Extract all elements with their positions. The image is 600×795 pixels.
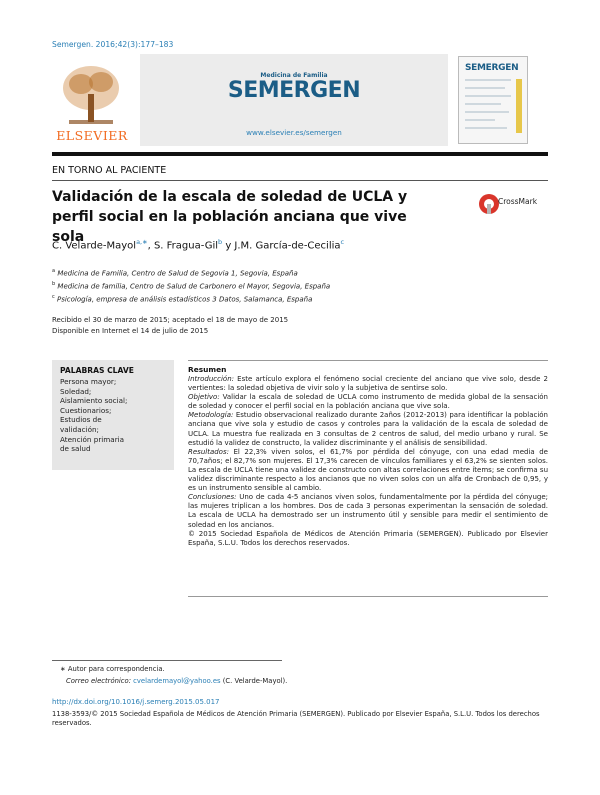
abstract-text: Uno de cada 4-5 ancianos viven solos, fundamentalmente por la pérdida del cónyuge; las mujeres triplican a los hombres. Dos de cada 3 personas experimentan la sensación de soledad. La escala de UCLA ha demostrado ser un instrumento útil y sensible para medir el sentimiento de soledad en los ancianos. bbox=[188, 493, 548, 529]
author-name: C. Velarde-Mayol bbox=[52, 240, 137, 252]
online-date: Disponible en Internet el 14 de julio de 2015 bbox=[52, 327, 209, 335]
abstract-text: El 22,3% viven solos, el 61,7% por pérdida del cónyuge, con una edad media de 70,7años; el 82,7% son mujeres. El 17,3% carecen de vínculos familiares y el 63,2% se sienten solos. La escala de UCLA tiene una validez de constructo con altas correlaciones entre ítems; se confirma su validez discriminante respecto a los ancianos que no viven solos con un alfa de Cronbach de 0,95, y es un instrumento sensible al cambio. bbox=[188, 447, 548, 493]
author-affil-sup[interactable]: c bbox=[340, 238, 345, 246]
article-title: Validación de la escala de soledad de UCLA y perfil social en la población anciana que vive sola bbox=[52, 189, 408, 245]
abstract-text: Estudio observacional realizado durante 2años (2012-2013) para identificar la población anciana que vive sola y estudio de casos y controles para la validación de la escala de soledad de UCLA. La muestra fue realizada en 3 consultas de 2 centros de salud, del medio urbano y rural. Se estudió la validez de constructo, la validez discriminante y el análisis de sensibilidad. bbox=[188, 411, 548, 447]
affiliation bbox=[52, 294, 532, 303]
email-note bbox=[66, 677, 287, 685]
journal-citation[interactable]: Semergen. 2016;42(3):177–183 bbox=[52, 40, 174, 49]
keyword: de salud bbox=[60, 444, 91, 454]
affil-sup: c bbox=[52, 294, 55, 300]
abstract-label: Introducción: bbox=[188, 375, 235, 383]
affiliation bbox=[52, 281, 532, 290]
cover-text-line bbox=[465, 79, 511, 81]
keyword: Cuestionarios; bbox=[60, 405, 112, 415]
abstract-objective bbox=[188, 393, 548, 411]
abstract-text: Este artículo explora el fenómeno social creciente del anciano que vive solo, desde 2 vertientes: la soledad objetiva de vivir solo y la subjetiva de sentirse solo. bbox=[188, 375, 548, 393]
abstract-text: Validar la escala de soledad de UCLA como instrumento de medida global de la sensación de soledad y conocer el perfil social en la población anciana que vive sola. bbox=[188, 393, 548, 411]
footnote-rule bbox=[52, 660, 282, 661]
keyword: Soledad; bbox=[60, 386, 92, 396]
keyword: Aislamiento social; bbox=[60, 396, 128, 406]
affil-sup: b bbox=[52, 281, 56, 287]
section-divider bbox=[52, 180, 548, 181]
elsevier-wordmark: ELSEVIER bbox=[56, 128, 128, 143]
cover-text-line bbox=[465, 111, 509, 113]
cover-side-stripe bbox=[516, 79, 522, 133]
journal-subtitle: Medicina de Familia bbox=[260, 72, 328, 79]
corresponding-author-note: ∗ Autor para correspondencia. bbox=[60, 665, 165, 673]
author-separator: , bbox=[147, 240, 154, 252]
abstract-introduction bbox=[188, 375, 548, 393]
author-affil-sup[interactable]: a,∗ bbox=[136, 238, 148, 246]
email-label: Correo electrónico: bbox=[66, 677, 131, 685]
abstract-conclusions bbox=[188, 493, 548, 529]
email-link[interactable]: cvelardemayol@yahoo.es bbox=[133, 677, 221, 685]
keyword: validación; bbox=[60, 424, 99, 434]
abstract-label: Resultados: bbox=[188, 447, 229, 456]
abstract-bottom-rule bbox=[188, 596, 548, 597]
keyword: Atención primaria bbox=[60, 434, 125, 444]
abstract-methodology bbox=[188, 411, 548, 447]
section-label: EN TORNO AL PACIENTE bbox=[52, 165, 167, 176]
abstract-heading: Resumen bbox=[188, 365, 227, 374]
cover-text-line bbox=[465, 95, 511, 97]
keyword: Estudios de bbox=[60, 415, 102, 425]
affil-text: Psicología, empresa de análisis estadísticos 3 Datos, Salamanca, España bbox=[56, 295, 313, 304]
keyword: Persona mayor; bbox=[60, 377, 117, 386]
footer-copyright: 1138-3593/© 2015 Sociedad Española de Médicos de Atención Primaria (SEMERGEN). Publicado por Elsevier España, S.L.U. Todos los derechos reservados. bbox=[52, 710, 540, 727]
author-name: S. Fragua-Gil bbox=[153, 240, 218, 252]
abstract bbox=[188, 360, 548, 548]
author-name: J.M. García-de-Cecilia bbox=[234, 240, 341, 252]
journal-title: SEMERGEN bbox=[227, 78, 361, 103]
keywords-box bbox=[52, 360, 174, 470]
abstract-label: Metodología: bbox=[188, 411, 234, 420]
keywords-title: PALABRAS CLAVE bbox=[60, 366, 134, 375]
doi-link[interactable]: http://dx.doi.org/10.1016/j.semerg.2015.05.017 bbox=[52, 698, 220, 706]
affil-text: Medicina de Familia, Centro de Salud de Segovia 1, Segovia, España bbox=[57, 269, 298, 278]
author-separator: y bbox=[222, 240, 235, 252]
affiliation bbox=[52, 268, 532, 277]
crossmark-label[interactable]: CrossMark bbox=[498, 197, 538, 206]
abstract-label: Objetivo: bbox=[188, 393, 220, 402]
journal-cover-thumbnail bbox=[458, 56, 528, 144]
cover-title: SEMERGEN bbox=[465, 63, 519, 73]
abstract-copyright: © 2015 Sociedad Española de Médicos de Atención Primaria (SEMERGEN). Publicado por Elsevier España, S.L.U. Todos los derechos reservados. bbox=[188, 529, 548, 547]
cover-text-line bbox=[465, 127, 507, 129]
cover-text-line bbox=[465, 119, 495, 121]
abstract-results bbox=[188, 448, 548, 493]
cover-text-line bbox=[465, 87, 505, 89]
author-list bbox=[52, 238, 344, 251]
header-divider bbox=[52, 152, 548, 156]
affil-text: Medicina de familia, Centro de Salud de Carbonero el Mayor, Segovia, España bbox=[57, 282, 331, 291]
email-owner: (C. Velarde-Mayol). bbox=[220, 677, 288, 685]
author-affil-sup[interactable]: b bbox=[218, 238, 223, 246]
journal-url[interactable]: www.elsevier.es/semergen bbox=[246, 128, 342, 137]
abstract-label: Conclusiones: bbox=[188, 493, 237, 502]
affil-sup: a bbox=[52, 268, 56, 274]
received-date: Recibido el 30 de marzo de 2015; aceptado el 18 de mayo de 2015 bbox=[52, 316, 289, 324]
cover-text-line bbox=[465, 103, 501, 105]
